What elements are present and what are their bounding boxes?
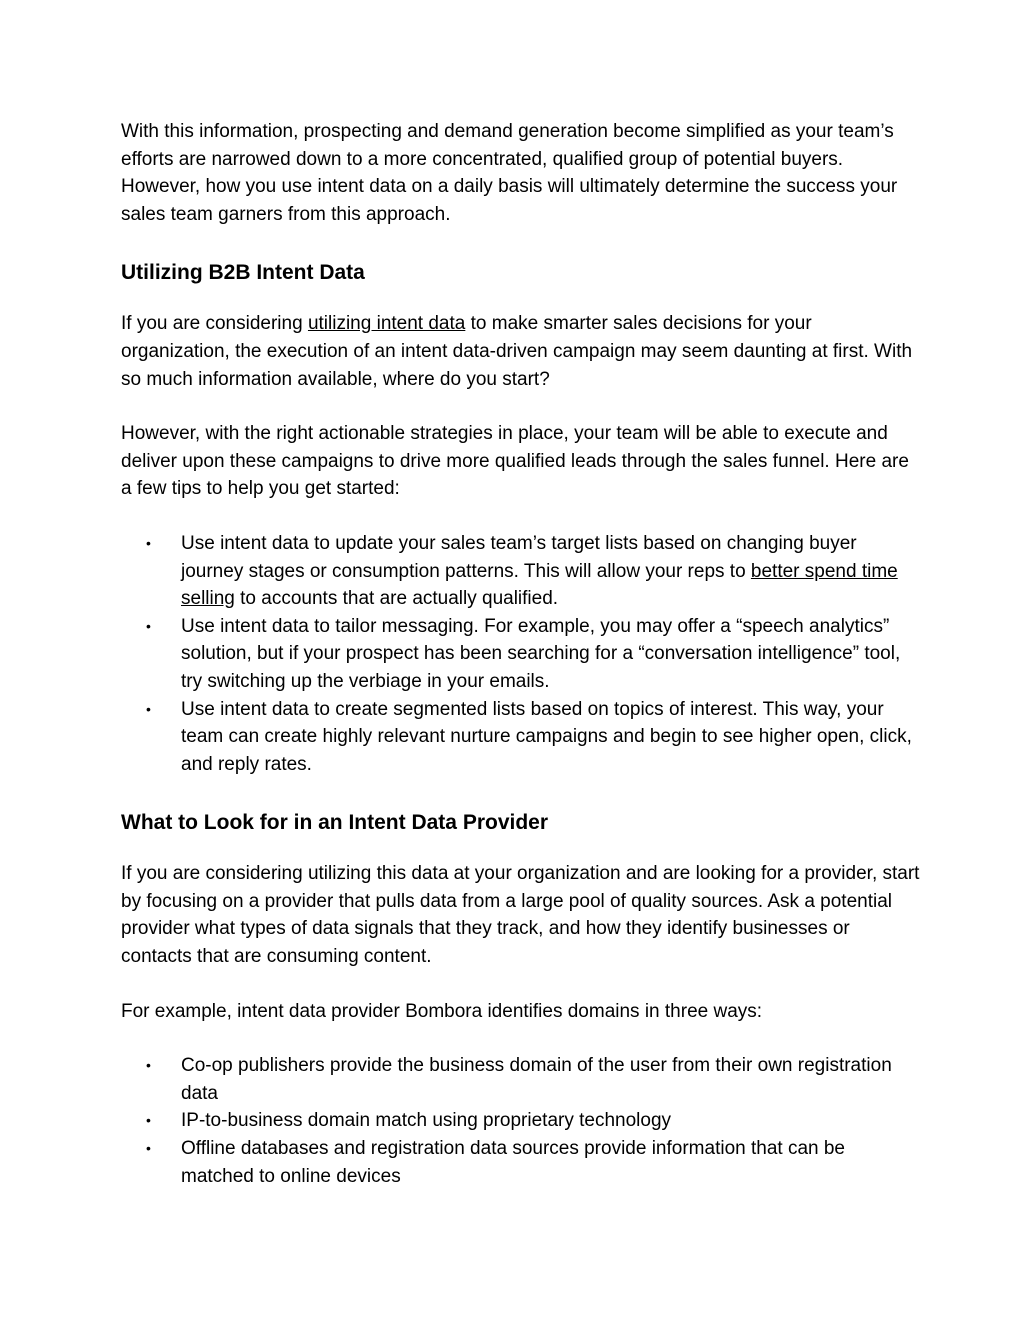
tips-list — [121, 530, 921, 778]
section2-paragraph-1: If you are considering utilizing this data at your organization and are looking for a provider, start by focusing on a provider that pulls data from a large pool of quality sources. Ask a potential provider what types of data signals that they track, and how they identify businesses or contacts that are consuming content. — [121, 863, 920, 968]
domain-identification-list — [121, 1052, 921, 1190]
intro-paragraph: With this information, prospecting and demand generation become simplified as your team’s efforts are narrowed down to a more concentrated, qualified group of potential buyers. However, how you use intent data on a daily basis will ultimately determine the success your sales team garners from this approach. — [121, 121, 898, 225]
list-item — [121, 696, 921, 779]
bullet-icon: • — [146, 1140, 151, 1157]
list-item-text: Co-op publishers provide the business domain of the user from their own registration data — [181, 1055, 892, 1104]
list-item-text: Use intent data to tailor messaging. For example, you may offer a “speech analytics” solution, but if your prospect has been searching for a “conversation intelligence” tool, try switching up the verbiage in your emails. — [181, 615, 901, 692]
list-item-text: to accounts that are actually qualified. — [234, 588, 559, 610]
bullet-icon: • — [146, 534, 151, 551]
paragraph-text: If you are considering — [121, 313, 308, 335]
section-heading-intent-data-provider: What to Look for in an Intent Data Provider — [121, 811, 549, 835]
list-item — [121, 613, 921, 696]
bullet-icon: • — [146, 1057, 151, 1074]
section1-paragraph-2: However, with the right actionable strategies in place, your team will be able to execute and deliver upon these campaigns to drive more qualified leads through the sales funnel. Here are a few tips to help you get started: — [121, 423, 909, 500]
list-item-text: Use intent data to update your sales team’s target lists based on changing buyer journey stages or consumption patterns. This will allow your reps to — [181, 532, 857, 582]
list-item — [121, 530, 921, 613]
list-item — [121, 1052, 921, 1107]
list-item-text: Offline databases and registration data sources provide information that can be matched to online devices — [181, 1138, 845, 1187]
section1-paragraph-1 — [121, 310, 921, 393]
list-item — [121, 1107, 921, 1135]
section2-paragraph-2: For example, intent data provider Bombora identifies domains in three ways: — [121, 1000, 763, 1022]
bullet-icon: • — [146, 617, 151, 634]
bullet-icon: • — [146, 1112, 151, 1129]
list-item-text: Use intent data to create segmented lists based on topics of interest. This way, your team can create highly relevant nurture campaigns and begin to see higher open, click, and reply rates. — [181, 698, 912, 775]
better-spend-time-selling-link[interactable]: better spend time selling — [181, 560, 898, 610]
list-item — [121, 1135, 921, 1190]
section-heading-utilizing-intent-data: Utilizing B2B Intent Data — [121, 261, 365, 285]
bullet-icon: • — [146, 700, 151, 717]
list-item-text: IP-to-business domain match using proprietary technology — [181, 1110, 672, 1132]
paragraph-text: to make smarter sales decisions for your organization, the execution of an intent data-driven campaign may seem daunting at first. With so much information available, where do you start? — [121, 313, 913, 390]
document-page — [121, 118, 921, 1190]
utilizing-intent-data-link[interactable]: utilizing intent data — [307, 313, 466, 335]
